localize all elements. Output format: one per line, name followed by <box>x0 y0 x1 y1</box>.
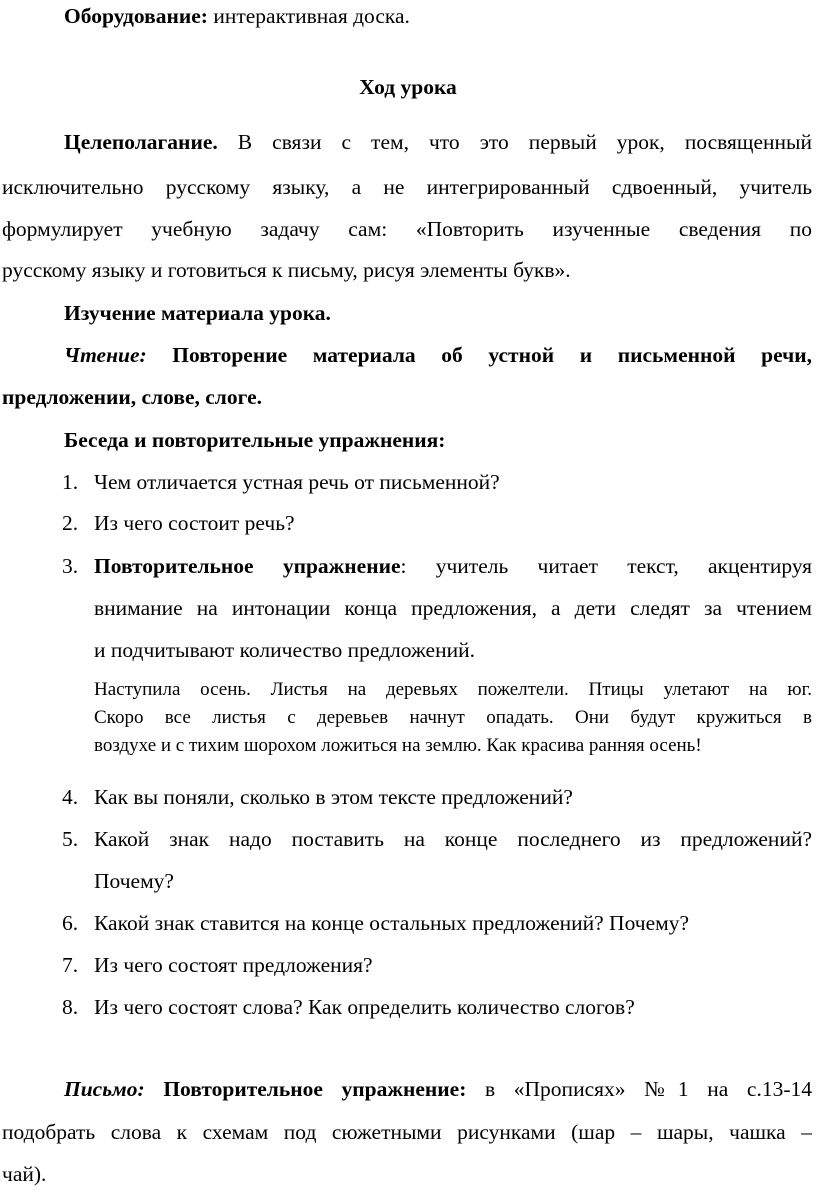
question-4-text: Как вы поняли, сколько в этом тексте предложений? <box>94 785 573 809</box>
equipment-label: Оборудование: <box>64 4 208 28</box>
question-4-number: 4. <box>62 785 79 809</box>
question-8-number: 8. <box>62 995 79 1019</box>
item-3-line-3: и подчитывают количество предложений. <box>94 638 475 662</box>
question-6-text: Какой знак ставится на конце остальных предложений? Почему? <box>94 911 690 935</box>
reading-text-line-1: Наступила осень. Листья на деревьях пожелтели. Птицы улетают на юг. <box>94 679 812 700</box>
writing-line-3: чай). <box>2 1162 47 1186</box>
item-3-text-1: : учитель читает текст, акцентируя <box>400 554 812 578</box>
goal-setting-line-1 <box>64 132 812 154</box>
question-5-number: 5. <box>62 827 79 851</box>
item-3-label: Повторительное упражнение <box>94 554 401 578</box>
writing-exercise-label: Повторительное упражнение: <box>144 1077 467 1101</box>
goal-setting-text-1: В связи с тем, что это первый урок, посвященный <box>217 130 812 154</box>
conversation-heading: Беседа и повторительные упражнения: <box>64 428 446 452</box>
reading-line-2: предложении, слове, слоге. <box>2 385 262 409</box>
goal-setting-label: Целеполагание. <box>64 130 218 154</box>
question-1-number: 1. <box>62 470 79 494</box>
writing-label: Письмо: <box>64 1077 145 1101</box>
item-3-line-1 <box>94 556 812 578</box>
goal-setting-line-4: русскому языку и готовиться к письму, рисуя элементы букв». <box>2 258 571 282</box>
reading-text-line-3: воздухе и с тихим шорохом ложиться на землю. Как красива ранняя осень! <box>94 735 702 756</box>
equipment-line <box>64 6 410 28</box>
question-1-text: Чем отличается устная речь от письменной? <box>94 470 500 494</box>
item-3-number: 3. <box>62 554 79 578</box>
lesson-heading: Ход урока <box>359 75 457 99</box>
reading-label: Чтение: <box>64 343 147 367</box>
goal-setting-line-3: формулирует учебную задачу сам: «Повторить изученные сведения по <box>2 217 812 241</box>
question-5-line-1: Какой знак надо поставить на конце последнего из предложений? <box>94 827 812 851</box>
question-8-text: Из чего состоят слова? Как определить количество слогов? <box>94 995 635 1019</box>
question-7-text: Из чего состоят предложения? <box>94 953 373 977</box>
study-heading: Изучение материала урока. <box>64 301 331 325</box>
writing-text-1: в «Прописях» №1 на с.13-14 <box>466 1077 812 1101</box>
writing-line-1 <box>64 1079 812 1101</box>
question-6-number: 6. <box>62 911 79 935</box>
question-5-line-2: Почему? <box>94 869 174 893</box>
question-7-number: 7. <box>62 953 79 977</box>
item-3-line-2: внимание на интонации конца предложения, а дети следят за чтением <box>94 596 812 620</box>
question-2-text: Из чего состоит речь? <box>94 511 295 535</box>
writing-line-2: подобрать слова к схемам под сюжетными рисунками (шар – шары, чашка – <box>2 1120 812 1144</box>
equipment-text: интерактивная доска. <box>207 4 410 28</box>
reading-line-1 <box>64 345 812 367</box>
question-2-number: 2. <box>62 511 79 535</box>
reading-text-line-2: Скоро все листья с деревьев начнут опадать. Они будут кружиться в <box>94 707 812 728</box>
goal-setting-line-2: исключительно русскому языку, а не интегрированный сдвоенный, учитель <box>2 175 812 199</box>
reading-text-1: Повторение материала об устной и письменной речи, <box>146 343 812 367</box>
